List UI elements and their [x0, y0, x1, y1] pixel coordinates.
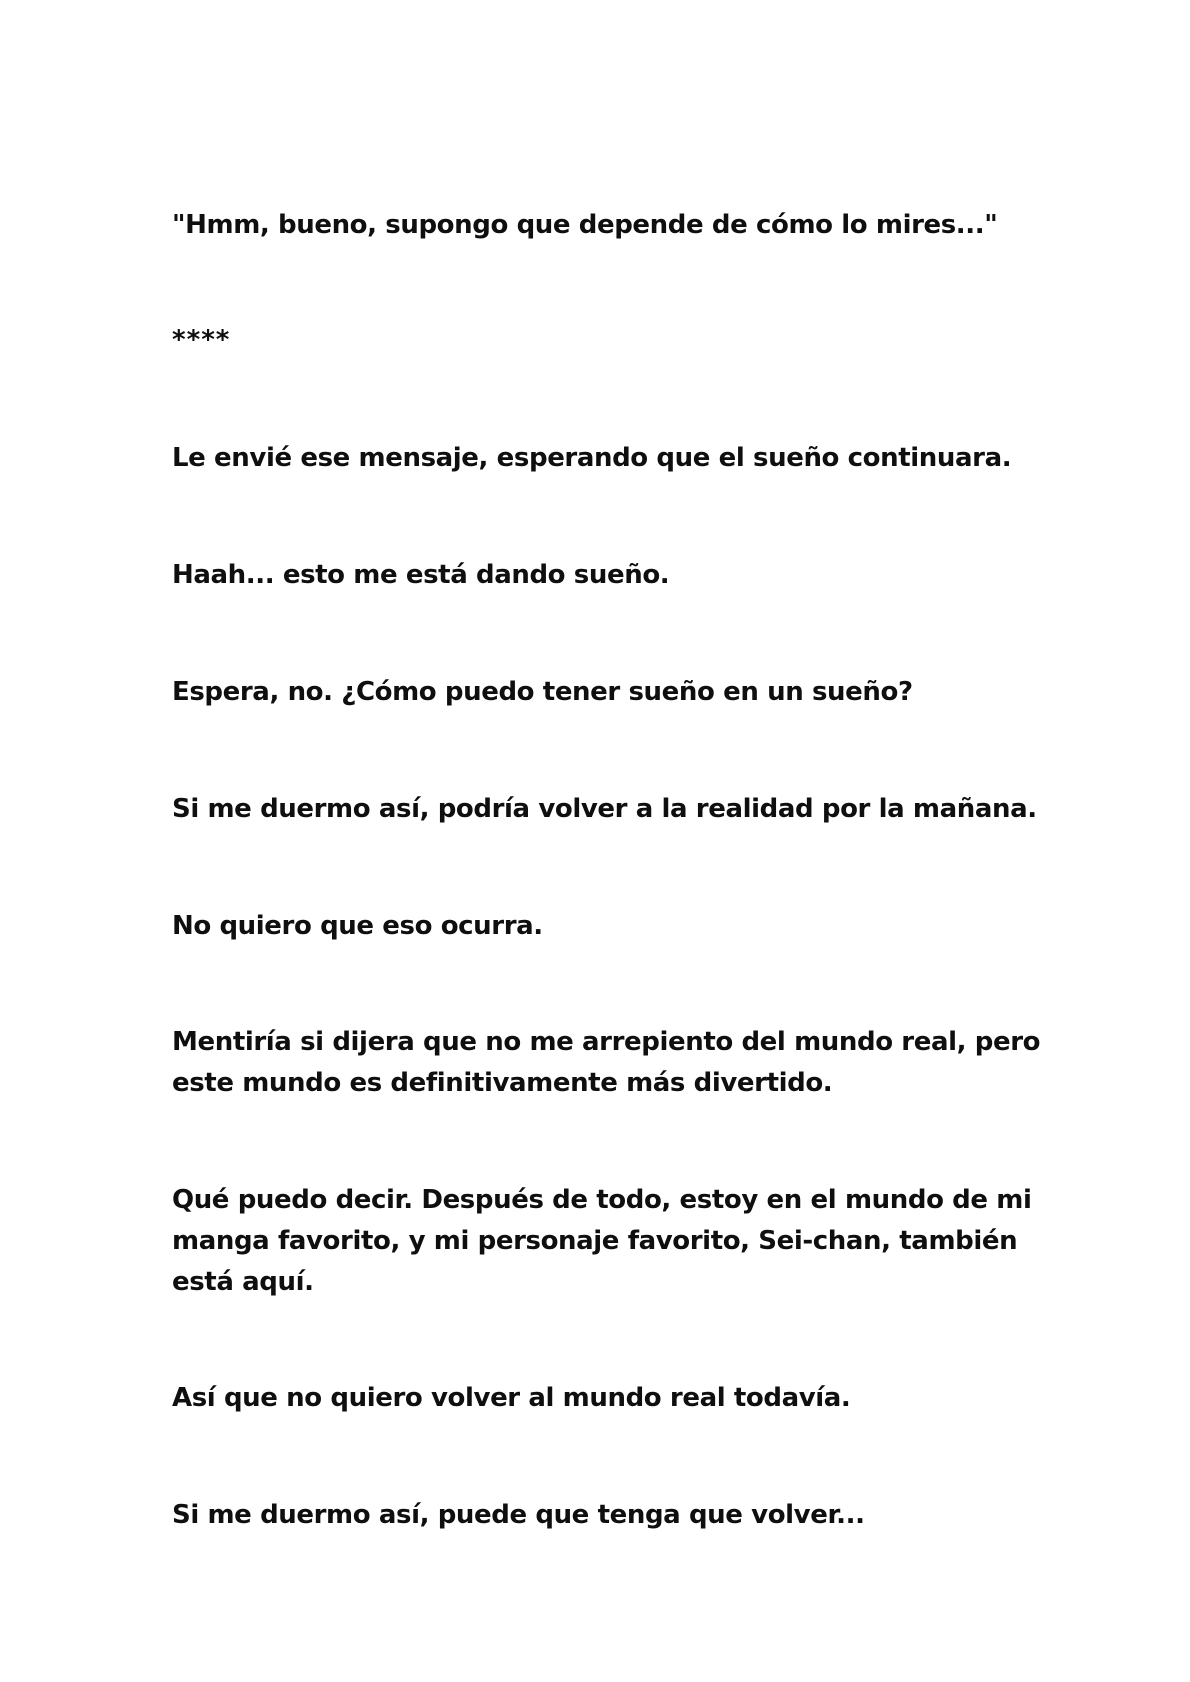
paragraph-4: Espera, no. ¿Cómo puedo tener sueño en un sueño?: [172, 677, 913, 707]
paragraph-1: "Hmm, bueno, supongo que depende de cómo lo mires...": [172, 210, 998, 240]
paragraph-10: Si me duermo así, puede que tenga que volver...: [172, 1500, 865, 1530]
paragraph-3: Haah... esto me está dando sueño.: [172, 560, 670, 590]
paragraph-7: Mentiría si dijera que no me arrepiento del mundo real, pero este mundo es definitivamente más divertido.: [172, 1027, 1041, 1098]
scene-break: ****: [172, 325, 231, 355]
paragraph-2: Le envié ese mensaje, esperando que el sueño continuara.: [172, 443, 1012, 473]
paragraph-8: Qué puedo decir. Después de todo, estoy en el mundo de mi manga favorito, y mi personaje favorito, Sei-chan, también está aquí.: [172, 1185, 1032, 1297]
paragraph-9: Así que no quiero volver al mundo real todavía.: [172, 1383, 851, 1413]
paragraph-6: No quiero que eso ocurra.: [172, 911, 543, 941]
paragraph-5: Si me duermo así, podría volver a la realidad por la mañana.: [172, 794, 1037, 824]
